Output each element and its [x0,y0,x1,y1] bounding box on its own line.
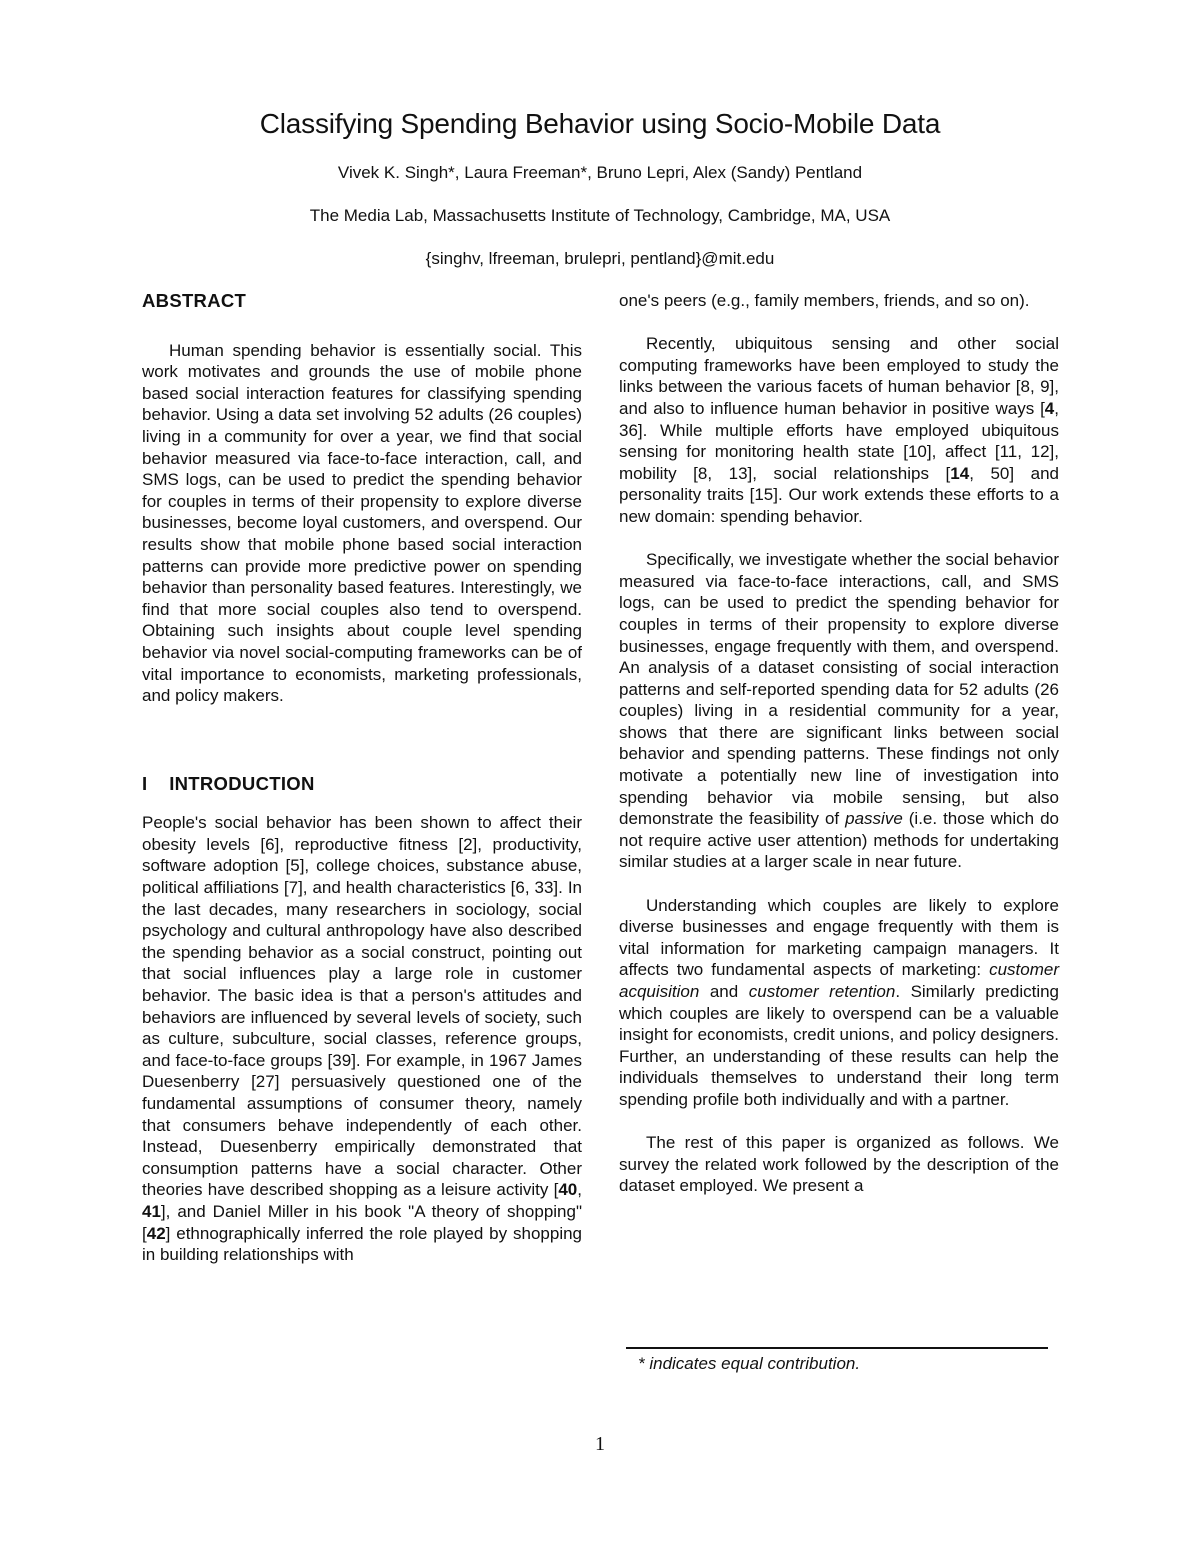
footnote: * indicates equal contribution. [638,1354,861,1373]
abstract-heading: ABSTRACT [142,290,247,311]
abstract-text: Human spending behavior is essentially social. This work motivates and grounds the use of mobile phone based social interaction features for classifying spending behavior. Using a data set involving 52 adults (26 couples) living in a community for over a year, we find that social behavior measured via face-to-face interaction, call, and SMS logs, can be used to predict the spending behavior for couples in terms of their propensity to explore diverse businesses, become loyal customers, and overspend. Our results show that mobile phone based social interaction patterns can provide more predictive power on spending behavior than personality based features. Interestingly, we find that more social couples also tend to overspend. Obtaining such insights about couple level spending behavior via novel social-computing frameworks can be of vital importance to economists, marketing professionals, and policy makers. [142,340,582,706]
author-emails: {singhv, lfreeman, brulepri, pentland}@mit.edu [425,249,775,268]
intro-paragraph-2: Recently, ubiquitous sensing and other social computing frameworks have been employed to study the links between the various facets of human behavior [8, 9], and also to influence human behavior in positive ways [4, 36]. While multiple efforts have employed ubiquitous sensing for monitoring health state [10], affect [11, 12], mobility [8, 13], social relationships [14, 50] and personality traits [15]. Our work extends these efforts to a new domain: spending behavior. [619,334,1060,526]
paper-title: Classifying Spending Behavior using Socio-Mobile Data [259,108,941,139]
intro-paragraph-5: The rest of this paper is organized as follows. We survey the related work followed by the description of the dataset employed. We present a [619,1133,1059,1196]
left-column [142,290,582,1266]
intro-paragraph-1: People's social behavior has been shown to affect their obesity levels [6], reproductive fitness [2], productivity, software adoption [5], college choices, substance abuse, political affiliations [7], and health characteristics [6, 33]. In the last decades, many researchers in sociology, social psychology and cultural anthropology have also described the spending behavior as a social construct, pointing out that social influences play a large role in customer behavior. The basic idea is that a person's attitudes and behaviors are influenced by several levels of society, such as culture, subculture, social classes, reference groups, and face-to-face groups [39]. For example, in 1967 James Duesenberry [27] persuasively questioned one of the fundamental assumptions of consumer theory, namely that consumers behave independently of each other. Instead, Duesenberry empirically demonstrated that consumption patterns have a social character. Other theories have described shopping as a leisure activity [40, 41], and Daniel Miller in his book "A theory of shopping" [42] ethnographically inferred the role played by shopping in building relationships with [142,813,582,1265]
intro-paragraph-3: Specifically, we investigate whether the social behavior measured via face-to-face interactions, call, and SMS logs, can be used to predict the spending behavior for couples in terms of their propensity to explore diverse businesses, engage frequently with them, and overspend. An analysis of a dataset consisting of social interaction patterns and self-reported spending data for 52 adults (26 couples) living in a residential community for a year, shows that there are significant links between social behavior and spending patterns. These findings not only motivate a potentially new line of investigation into spending behavior via mobile sensing, but also demonstrate the feasibility of passive (i.e. those which do not require active user attention) methods for undertaking similar studies at a larger scale in near future. [619,550,1059,872]
right-column [619,290,1059,1197]
page-number: 1 [595,1433,605,1455]
affiliation: The Media Lab, Massachusetts Institute of Technology, Cambridge, MA, USA [309,206,891,225]
introduction-heading: I INTRODUCTION [142,772,315,794]
intro-paragraph-4: Understanding which couples are likely to explore diverse businesses and engage frequently with them is vital information for marketing campaign managers. It affects two fundamental aspects of marketing: customer acquisition and customer retention. Similarly predicting which couples are likely to overspend can be a valuable insight for economists, credit unions, and policy designers. Further, an understanding of these results can help the individuals themselves to understand their long term spending profile both individually and with a partner. [619,895,1060,1109]
footnote-divider [626,1347,1048,1349]
author-list: Vivek K. Singh*, Laura Freeman*, Bruno Lepri, Alex (Sandy) Pentland [337,163,863,182]
intro-paragraph-1-continued: one's peers (e.g., family members, friends, and so on). [619,291,1030,310]
